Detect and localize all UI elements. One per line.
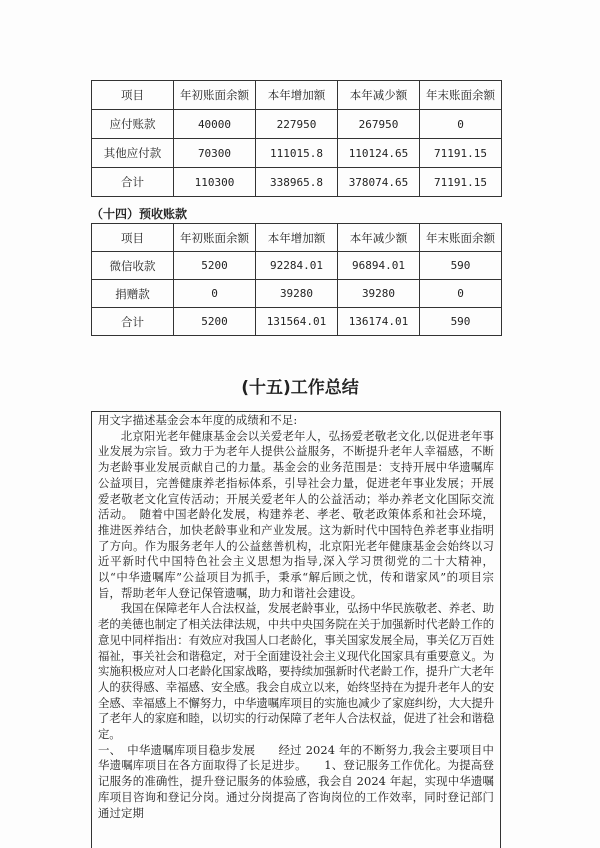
header-cell: 项目 <box>92 224 174 252</box>
table-row <box>92 110 502 139</box>
table-cell: 39280 <box>338 280 420 308</box>
header-cell: 年初账面余额 <box>174 81 256 110</box>
table-cell: 110300 <box>174 168 256 197</box>
table-cell: 5200 <box>174 308 256 336</box>
table-header-row <box>92 224 502 252</box>
table-cell: 111015.8 <box>256 139 338 168</box>
table-cell: 136174.01 <box>338 308 420 336</box>
table-cell: 590 <box>420 308 502 336</box>
advance-receipts-table <box>91 223 502 336</box>
row-label: 微信收款 <box>92 252 174 280</box>
row-label: 应付账款 <box>92 110 174 139</box>
header-cell: 本年增加额 <box>256 81 338 110</box>
table-cell: 71191.15 <box>420 139 502 168</box>
summary-intro: 用文字描述基金会本年度的成绩和不足: <box>98 413 298 427</box>
table-cell: 0 <box>174 280 256 308</box>
table-cell: 39280 <box>256 280 338 308</box>
table-cell: 378074.65 <box>338 168 420 197</box>
table-cell: 131564.01 <box>256 308 338 336</box>
table-row <box>92 252 502 280</box>
table-cell: 338965.8 <box>256 168 338 197</box>
header-cell: 年末账面余额 <box>420 224 502 252</box>
summary-paragraph-3: 一、 中华遗嘱库项目稳步发展 经过 2024 年的不断努力,我会主要项目中华遗嘱库项目在各方面取得了长足进步。 1、登记服务工作优化。为提高登记服务的准确性，提升登记服务的体验感，我会自 2024 年起，实现中华遗嘱库项目咨询和登记分岗。通过分岗提高了咨询岗位的工作效率，同时登记部门通过定期 <box>98 742 494 820</box>
header-cell: 年末账面余额 <box>420 81 502 110</box>
row-label: 合计 <box>92 308 174 336</box>
table-cell: 590 <box>420 252 502 280</box>
header-cell: 本年减少额 <box>338 224 420 252</box>
section-title-advance-receipts: （十四）预收账款 <box>91 207 188 221</box>
table-row <box>92 139 502 168</box>
header-cell: 项目 <box>92 81 174 110</box>
table-cell: 227950 <box>256 110 338 139</box>
work-summary-box <box>91 411 501 848</box>
payables-table <box>91 80 502 197</box>
table-cell: 267950 <box>338 110 420 139</box>
table-cell: 70300 <box>174 139 256 168</box>
row-label: 合计 <box>92 168 174 197</box>
table-cell: 92284.01 <box>256 252 338 280</box>
table-cell: 110124.65 <box>338 139 420 168</box>
table-header-row <box>92 81 502 110</box>
table-cell: 0 <box>420 110 502 139</box>
table-row <box>92 280 502 308</box>
table-total-row <box>92 308 502 336</box>
section-title-work-summary: (十五)工作总结 <box>241 378 359 398</box>
table-cell: 71191.15 <box>420 168 502 197</box>
row-label: 其他应付款 <box>92 139 174 168</box>
table-cell: 0 <box>420 280 502 308</box>
header-cell: 年初账面余额 <box>174 224 256 252</box>
table-total-row <box>92 168 502 197</box>
row-label: 捐赠款 <box>92 280 174 308</box>
summary-paragraph-2: 我国在保障老年人合法权益，发展老龄事业，弘扬中华民族敬老、养老、助老的美德也制定了相关法律法规，中共中央国务院在关于加强新时代老龄工作的意见中同样指出：有效应对我国人口老龄化，事关国家发展全局，事关亿万百姓福祉，事关社会和谐稳定，对于全面建设社会主义现代化国家具有重要意义。为实施积极应对人口老龄化国家战略，要持续加强新时代老龄工作，提升广大老年人的获得感、幸福感、安全感。我会自成立以来，始终坚持在为提升老年人的安全感、幸福感上不懈努力，中华遗嘱库项目的实施也减少了家庭纠纷，大大提升了老年人的家庭和睦，以切实的行动保障了老年人合法权益，促进了社会和谐稳定。 <box>98 601 494 742</box>
header-cell: 本年增加额 <box>256 224 338 252</box>
table-cell: 5200 <box>174 252 256 280</box>
summary-paragraph-1: 北京阳光老年健康基金会以关爱老年人，弘扬爱老敬老文化,以促进老年事业发展为宗旨。致力于为老年人提供公益服务，不断提升老年人幸福感，不断为老龄事业发展贡献自己的力量。基金会的业务范围是：支持开展中华遗嘱库公益项目，完善健康养老指标体系，引导社会力量，促进老年事业发展；开展爱老敬老文化宣传活动；开展关爱老年人的公益活动；举办养老文化国际交流活动。 随着中国老龄化发展，构建养老、孝老、敬老政策体系和社会环境，推进医养结合，加快老龄事业和产业发展。这为新时代中国特色养老事业指明了方向。作为服务老年人的公益慈善机构，北京阳光老年健康基金会始终以习近平新时代中国特色社会主义思想为指导,深入学习贯彻党的二十大精神，以“中华遗嘱库”公益项目为抓手，秉承“解后顾之忧，传和谐家风”的项目宗旨，帮助老年人登记保管遗嘱，助力和谐社会建设。 <box>98 428 494 600</box>
header-cell: 本年减少额 <box>338 81 420 110</box>
table-cell: 40000 <box>174 110 256 139</box>
table-cell: 96894.01 <box>338 252 420 280</box>
